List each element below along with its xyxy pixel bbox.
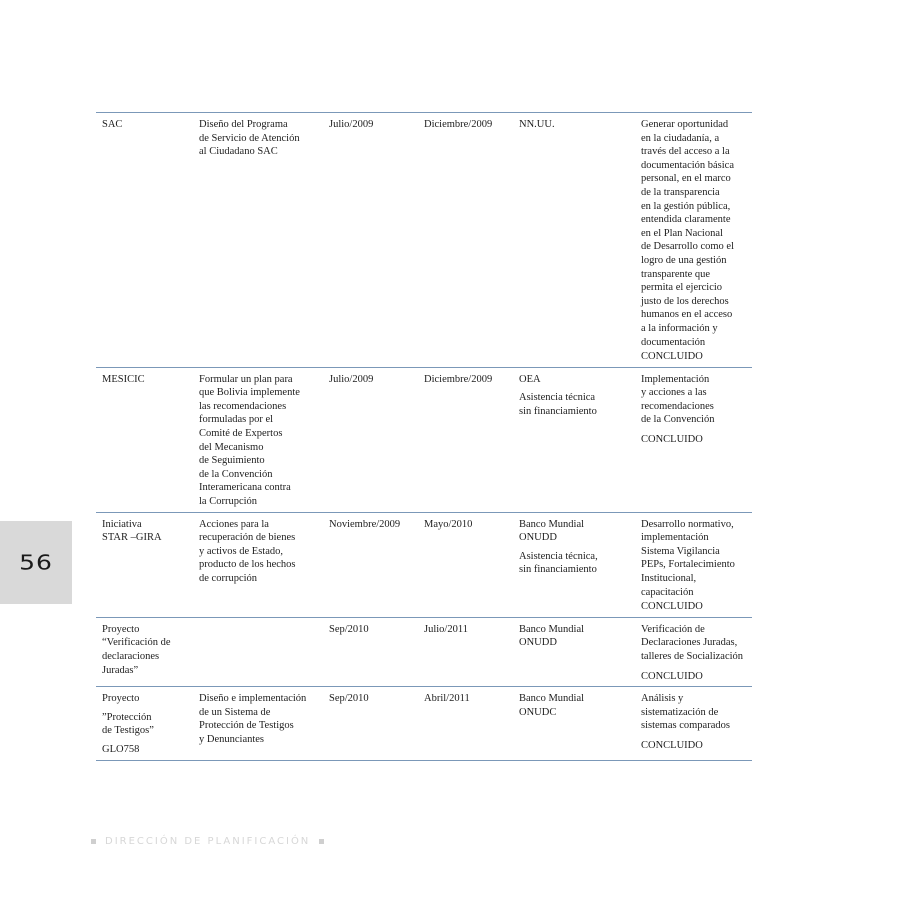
cell-line: “Verificación de — [102, 637, 171, 649]
page-number-tab — [0, 521, 72, 604]
cell-col3 — [323, 512, 418, 617]
cell-line: SAC — [102, 119, 123, 130]
cell-line: Sep/2010 — [329, 693, 369, 705]
cell-line: documentación básica — [641, 159, 735, 171]
cell-col4 — [418, 687, 513, 760]
cell-line: Verificación de — [641, 623, 705, 635]
cell-line: Implementación — [641, 373, 710, 385]
cell-line: permita el ejercicio — [641, 282, 723, 294]
cell-line: sin financiamiento — [519, 564, 597, 576]
cell-col6 — [635, 367, 752, 512]
cell-col1 — [96, 512, 193, 617]
cell-line: la Corrupción — [199, 496, 258, 508]
cell-col3 — [323, 617, 418, 686]
cell-line: Julio/2011 — [424, 623, 468, 635]
cell-line: producto de los hechos — [199, 559, 296, 571]
cell-line: sistemas comparados — [641, 720, 730, 732]
cell-line: Noviembre/2009 — [329, 518, 401, 530]
cell-line: ONUDD — [519, 637, 557, 649]
cell-line: Formular un plan para — [199, 373, 293, 385]
cell-line: ONUDD — [519, 532, 557, 544]
cell-line: sistematización de — [641, 706, 719, 718]
cell-col4 — [418, 617, 513, 686]
status-label: CONCLUIDO — [641, 434, 703, 446]
cell-line: Proyecto — [102, 693, 140, 705]
cell-line: de la transparencia — [641, 186, 720, 198]
cell-line: ONUDC — [519, 706, 557, 718]
cell-line: Abril/2011 — [424, 693, 470, 705]
cell-col2 — [193, 113, 323, 368]
cell-line: Diciembre/2009 — [424, 119, 493, 130]
cell-col3 — [323, 367, 418, 512]
cell-line: Sep/2010 — [329, 623, 369, 635]
cell-line: Declaraciones Juradas, — [641, 637, 738, 649]
cell-line: justo de los derechos — [641, 295, 729, 307]
cell-line: Banco Mundial — [519, 623, 585, 635]
projects-table — [96, 112, 752, 761]
cell-col1 — [96, 367, 193, 512]
table-row — [96, 113, 752, 368]
cell-line: Iniciativa — [102, 518, 142, 530]
cell-col6 — [635, 687, 752, 760]
cell-col1 — [96, 617, 193, 686]
cell-line: a la información y — [641, 322, 718, 334]
cell-col2 — [193, 367, 323, 512]
cell-line: y Denunciantes — [199, 733, 265, 745]
cell-line: personal, en el marco — [641, 173, 731, 185]
cell-line: Julio/2009 — [329, 119, 374, 130]
cell-line: Comité de Expertos — [199, 428, 283, 440]
cell-line: del Mecanismo — [199, 441, 264, 453]
cell-line: OEA — [519, 373, 541, 385]
cell-col1 — [96, 113, 193, 368]
cell-col6 — [635, 113, 752, 368]
cell-line: humanos en el acceso — [641, 309, 733, 321]
cell-line: NN.UU. — [519, 119, 555, 130]
cell-col5 — [513, 687, 635, 760]
cell-col5 — [513, 617, 635, 686]
cell-line: de Servicio de Atención — [199, 132, 300, 144]
cell-line: Análisis y — [641, 693, 684, 705]
cell-col3 — [323, 687, 418, 760]
cell-line: que Bolivia implemente — [199, 387, 300, 399]
cell-col4 — [418, 512, 513, 617]
cell-col4 — [418, 113, 513, 368]
cell-line: Desarrollo normativo, — [641, 518, 734, 530]
cell-line: Diseño del Programa — [199, 119, 288, 130]
cell-line: recuperación de bienes — [199, 532, 296, 544]
cell-line: implementación — [641, 532, 709, 544]
table-row — [96, 367, 752, 512]
cell-col3 — [323, 113, 418, 368]
cell-line: Protección de Testigos — [199, 720, 294, 732]
cell-line: de la Convención — [199, 468, 273, 480]
cell-line: en la gestión pública, — [641, 200, 731, 212]
cell-line: través del acceso a la — [641, 146, 730, 158]
cell-line: formuladas por el — [199, 414, 274, 426]
cell-col1 — [96, 687, 193, 760]
status-label: CONCLUIDO — [641, 351, 703, 363]
table-row — [96, 512, 752, 617]
page-number: 56 — [19, 550, 53, 575]
cell-line: Asistencia técnica — [519, 392, 596, 404]
footer-square-icon — [91, 839, 96, 844]
cell-line: Acciones para la — [199, 518, 269, 530]
cell-col4 — [418, 367, 513, 512]
cell-line: STAR –GIRA — [102, 532, 162, 544]
cell-line: sin financiamiento — [519, 405, 597, 417]
cell-line: de corrupción — [199, 573, 258, 584]
status-label: CONCLUIDO — [641, 739, 703, 751]
footer-text: DIRECCIÓN DE PLANIFICACIÓN — [105, 835, 311, 847]
cell-line: Banco Mundial — [519, 518, 585, 530]
cell-line: Generar oportunidad — [641, 119, 729, 130]
cell-line: de un Sistema de — [199, 706, 271, 718]
cell-line: de Testigos” — [102, 725, 154, 737]
cell-line: Diseño e implementación — [199, 693, 307, 705]
cell-line: transparente que — [641, 268, 711, 280]
table-body — [96, 113, 752, 761]
status-label: CONCLUIDO — [641, 670, 703, 682]
footer — [91, 834, 324, 848]
cell-line: y activos de Estado, — [199, 545, 283, 557]
cell-line: documentación — [641, 336, 706, 348]
cell-line: Interamericana contra — [199, 482, 291, 494]
cell-col2 — [193, 617, 323, 686]
cell-line: Julio/2009 — [329, 373, 374, 385]
cell-col5 — [513, 512, 635, 617]
cell-col5 — [513, 113, 635, 368]
cell-line: MESICIC — [102, 373, 145, 385]
table-row — [96, 687, 752, 760]
cell-line: de Desarrollo como el — [641, 241, 735, 253]
cell-col2 — [193, 512, 323, 617]
footer-square-icon — [319, 839, 324, 844]
cell-col5 — [513, 367, 635, 512]
cell-line: declaraciones — [102, 650, 160, 662]
cell-line: Sistema Vigilancia — [641, 545, 720, 557]
project-code: GLO758 — [102, 743, 140, 755]
cell-line: de Seguimiento — [199, 455, 265, 467]
cell-line: al Ciudadano SAC — [199, 146, 278, 158]
table-row — [96, 617, 752, 686]
cell-line: de la Convención — [641, 414, 715, 426]
cell-line: y acciones a las — [641, 387, 707, 399]
cell-line: recomendaciones — [641, 400, 714, 412]
cell-line: Banco Mundial — [519, 693, 585, 705]
status-label: CONCLUIDO — [641, 601, 703, 613]
cell-line: PEPs, Fortalecimiento — [641, 559, 735, 571]
cell-line: Juradas” — [102, 664, 139, 676]
cell-line: en la ciudadanía, a — [641, 132, 720, 144]
cell-line: ”Protección — [102, 711, 152, 723]
cell-line: las recomendaciones — [199, 400, 287, 412]
cell-line: Asistencia técnica, — [519, 550, 598, 562]
cell-col6 — [635, 617, 752, 686]
cell-line: Mayo/2010 — [424, 518, 473, 530]
cell-line: talleres de Socialización — [641, 650, 744, 662]
cell-line: en el Plan Nacional — [641, 227, 723, 239]
cell-col2 — [193, 687, 323, 760]
cell-col6 — [635, 512, 752, 617]
cell-line: logro de una gestión — [641, 254, 727, 266]
cell-line: Diciembre/2009 — [424, 373, 493, 385]
cell-line: capacitación — [641, 586, 694, 598]
cell-line: Proyecto — [102, 623, 140, 635]
cell-line: Institucional, — [641, 573, 697, 584]
cell-line: entendida claramente — [641, 214, 731, 226]
